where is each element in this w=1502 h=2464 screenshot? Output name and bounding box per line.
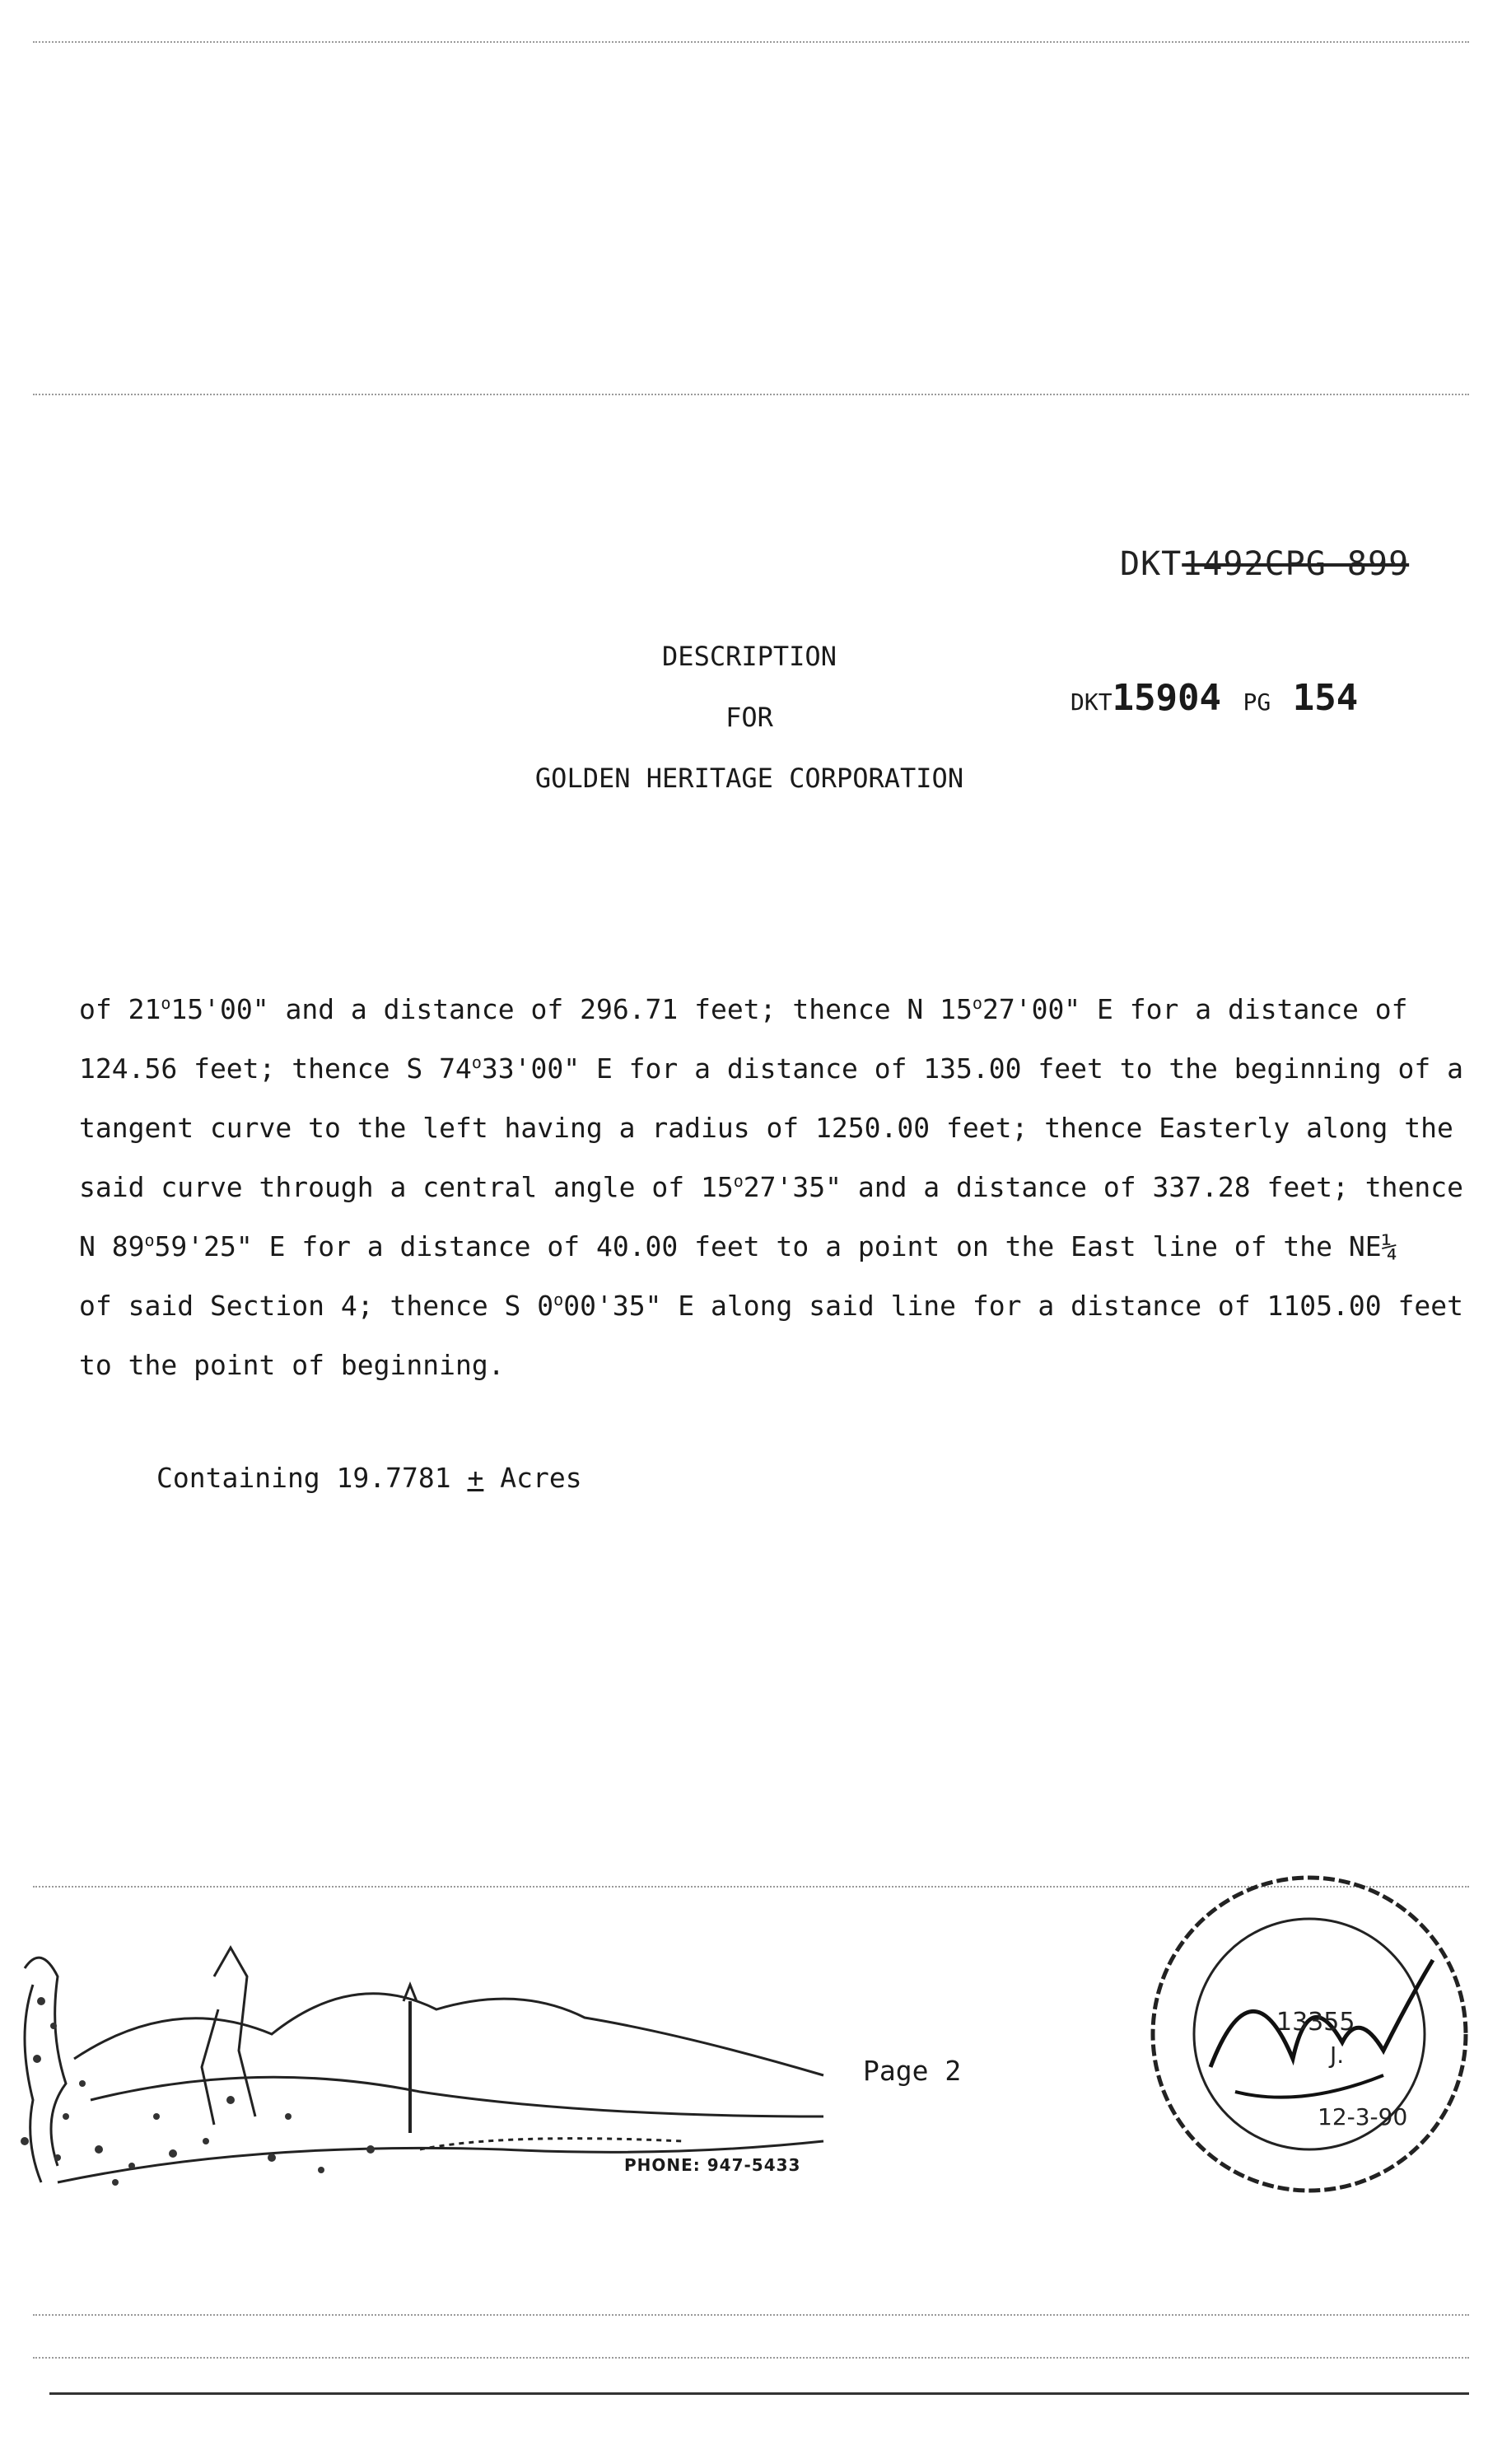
old-docket-prefix: DKT (1120, 545, 1182, 583)
seal-date: 12-3-90 (1318, 2103, 1408, 2130)
description-line-2: 124.56 feet; thence S 74$^o$33'00" E for a distance of 135.00 feet to the beginning of a (79, 1052, 1463, 1085)
description-line-3: tangent curve to the left having a radius of 1250.00 feet; thence Easterly along the (79, 1112, 1453, 1144)
seal-name: J. (1330, 2042, 1345, 2069)
title-line-1: DESCRIPTION (662, 641, 837, 672)
scan-artifact-line (33, 2314, 1469, 2316)
docket-pg-label: PG (1243, 688, 1271, 716)
docket-number: 15904 (1112, 677, 1222, 719)
acreage: Containing 19.7781 + Acres (156, 1462, 582, 1494)
old-docket-struck: 1492CPG 899 (1182, 545, 1410, 583)
docket-page: 154 (1292, 677, 1359, 719)
title-line-3: GOLDEN HERITAGE CORPORATION (534, 763, 964, 794)
description-line-4: said curve through a central angle of 15$^o$27'35" and a distance of 337.28 feet; thence (79, 1171, 1463, 1203)
landscape-illustration (8, 1869, 832, 2199)
page-number: Page 2 (863, 2055, 962, 2087)
docket-stamp (1071, 677, 1358, 719)
seal-number: 13355 (1276, 2008, 1355, 2037)
scan-artifact-line (33, 394, 1469, 395)
bottom-rule (49, 2392, 1469, 2395)
docket-prefix: DKT (1071, 688, 1113, 716)
scan-artifact-line (33, 41, 1469, 43)
scan-artifact-line (33, 2357, 1469, 2359)
phone-number: PHONE: 947-5433 (624, 2155, 801, 2175)
description-line-5: N 89$^o$59'25" E for a distance of 40.00 feet to a point on the East line of the NE¼ (79, 1230, 1398, 1262)
document-title (461, 626, 1038, 809)
engineer-seal (1136, 1861, 1482, 2207)
old-docket-number (1120, 545, 1409, 583)
description-line-7: to the point of beginning. (79, 1349, 505, 1381)
legal-description (79, 980, 1471, 1395)
description-line-6: of said Section 4; thence S 0$^o$00'35" E along said line for a distance of 1105.00 feet (79, 1290, 1463, 1322)
title-line-2: FOR (725, 702, 773, 733)
description-line-1: of 21$^o$15'00" and a distance of 296.71 feet; thence N 15$^o$27'00" E for a distance of (79, 993, 1408, 1025)
